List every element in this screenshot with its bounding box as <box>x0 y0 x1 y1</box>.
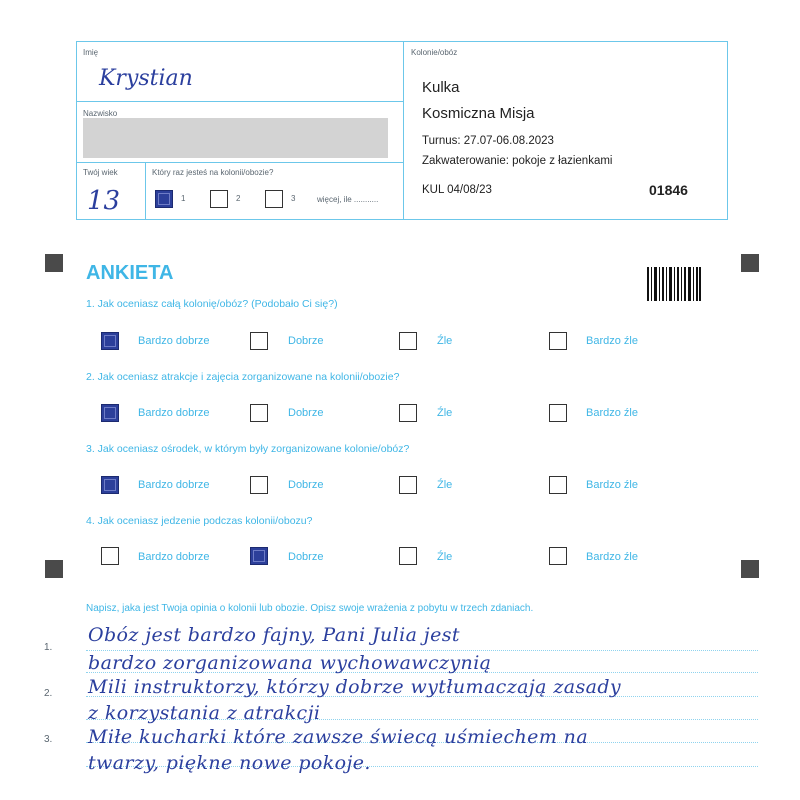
q3-option-zle-label: Źle <box>437 479 453 491</box>
q3-option-bardzo-zle-label: Bardzo źle <box>586 479 638 491</box>
q1-option-zle-label: Źle <box>437 335 453 347</box>
registration-marker-top-left <box>45 254 63 272</box>
registration-marker-bottom-left <box>45 560 63 578</box>
q4-option-bardzo-zle-checkbox[interactable] <box>549 547 567 565</box>
survey-title: ANKIETA <box>86 262 174 284</box>
first-name-value: Krystian <box>99 66 193 91</box>
q3-option-dobrze-checkbox[interactable] <box>250 476 268 494</box>
line-number-2: 2. <box>44 688 53 699</box>
q1-option-dobrze-checkbox[interactable] <box>250 332 268 350</box>
q2-option-dobrze-label: Dobrze <box>288 407 324 419</box>
age-value: 13 <box>87 186 121 216</box>
q2-option-bardzo-dobrze-label: Bardzo dobrze <box>138 407 210 419</box>
first-name-label: Imię <box>83 48 99 57</box>
line-number-3: 3. <box>44 734 53 745</box>
accommodation: Zakwaterowanie: pokoje z łazienkami <box>422 155 613 167</box>
question-3-text: 3. Jak oceniasz ośrodek, w którym były zorganizowane kolonie/obóz? <box>86 443 410 455</box>
q3-option-bardzo-zle-checkbox[interactable] <box>549 476 567 494</box>
q3-option-dobrze-label: Dobrze <box>288 479 324 491</box>
times-checkbox-2[interactable] <box>210 190 228 208</box>
times-checkbox-1[interactable] <box>155 190 173 208</box>
q3-option-bardzo-dobrze-checkbox[interactable] <box>101 476 119 494</box>
turnus: Turnus: 27.07-06.08.2023 <box>422 135 554 147</box>
q1-option-bardzo-dobrze-label: Bardzo dobrze <box>138 335 210 347</box>
form-number: 01846 <box>649 182 688 198</box>
question-2-text: 2. Jak oceniasz atrakcje i zajęcia zorganizowane na kolonii/obozie? <box>86 371 400 383</box>
q2-option-bardzo-dobrze-checkbox[interactable] <box>101 404 119 422</box>
q1-option-zle-checkbox[interactable] <box>399 332 417 350</box>
times-option-1: 1 <box>181 194 186 203</box>
last-name-label: Nazwisko <box>83 109 118 118</box>
q2-option-zle-label: Źle <box>437 407 453 419</box>
answer-line-5[interactable]: Miłe kucharki które zawsze świecą uśmiechem na <box>88 726 589 748</box>
q2-option-bardzo-zle-checkbox[interactable] <box>549 404 567 422</box>
question-1-text: 1. Jak oceniasz całą kolonię/obóz? (Podobało Ci się?) <box>86 298 338 310</box>
header-row-divider <box>77 101 403 102</box>
answer-line <box>86 650 758 651</box>
age-label: Twój wiek <box>83 168 118 177</box>
q2-option-bardzo-zle-label: Bardzo źle <box>586 407 638 419</box>
q4-option-zle-checkbox[interactable] <box>399 547 417 565</box>
q1-option-bardzo-zle-checkbox[interactable] <box>549 332 567 350</box>
q4-option-dobrze-checkbox[interactable] <box>250 547 268 565</box>
header-cell-divider <box>145 162 146 219</box>
q4-option-zle-label: Źle <box>437 551 453 563</box>
answer-line-4[interactable]: z korzystania z atrakcji <box>88 702 321 724</box>
q4-option-bardzo-dobrze-label: Bardzo dobrze <box>138 551 210 563</box>
answer-line-6[interactable]: twarzy, piękne nowe pokoje. <box>88 752 371 774</box>
line-number-1: 1. <box>44 642 53 653</box>
times-label: Który raz jesteś na kolonii/obozie? <box>152 168 274 177</box>
q1-option-dobrze-label: Dobrze <box>288 335 324 347</box>
times-option-2: 2 <box>236 194 241 203</box>
answer-line-2[interactable]: bardzo zorganizowana wychowawczynią <box>88 652 492 674</box>
q3-option-bardzo-dobrze-label: Bardzo dobrze <box>138 479 210 491</box>
times-checkbox-3[interactable] <box>265 190 283 208</box>
answer-line-1[interactable]: Obóz jest bardzo fajny, Pani Julia jest <box>88 624 460 646</box>
q4-option-bardzo-dobrze-checkbox[interactable] <box>101 547 119 565</box>
answer-line-3[interactable]: Mili instruktorzy, którzy dobrze wytłumaczają zasady <box>88 676 622 698</box>
registration-marker-top-right <box>741 254 759 272</box>
times-more-label: więcej, ile ........... <box>317 195 379 204</box>
q1-option-bardzo-dobrze-checkbox[interactable] <box>101 332 119 350</box>
times-option-3: 3 <box>291 194 296 203</box>
camp-code: KUL 04/08/23 <box>422 184 492 196</box>
header-divider <box>403 42 404 219</box>
header-row-divider <box>77 162 403 163</box>
camp-label: Kolonie/obóz <box>411 48 458 57</box>
camp-subtitle: Kosmiczna Misja <box>422 105 535 122</box>
q2-option-zle-checkbox[interactable] <box>399 404 417 422</box>
redacted-last-name <box>83 118 388 158</box>
barcode <box>647 267 701 301</box>
q2-option-dobrze-checkbox[interactable] <box>250 404 268 422</box>
opinion-prompt: Napisz, jaka jest Twoja opinia o kolonii lub obozie. Opisz swoje wrażenia z pobytu w trzech zdaniach. <box>86 603 534 614</box>
q1-option-bardzo-zle-label: Bardzo źle <box>586 335 638 347</box>
header-box <box>76 41 728 220</box>
q4-option-dobrze-label: Dobrze <box>288 551 324 563</box>
q3-option-zle-checkbox[interactable] <box>399 476 417 494</box>
camp-name: Kulka <box>422 79 460 96</box>
question-4-text: 4. Jak oceniasz jedzenie podczas kolonii/obozu? <box>86 515 313 527</box>
registration-marker-bottom-right <box>741 560 759 578</box>
q4-option-bardzo-zle-label: Bardzo źle <box>586 551 638 563</box>
